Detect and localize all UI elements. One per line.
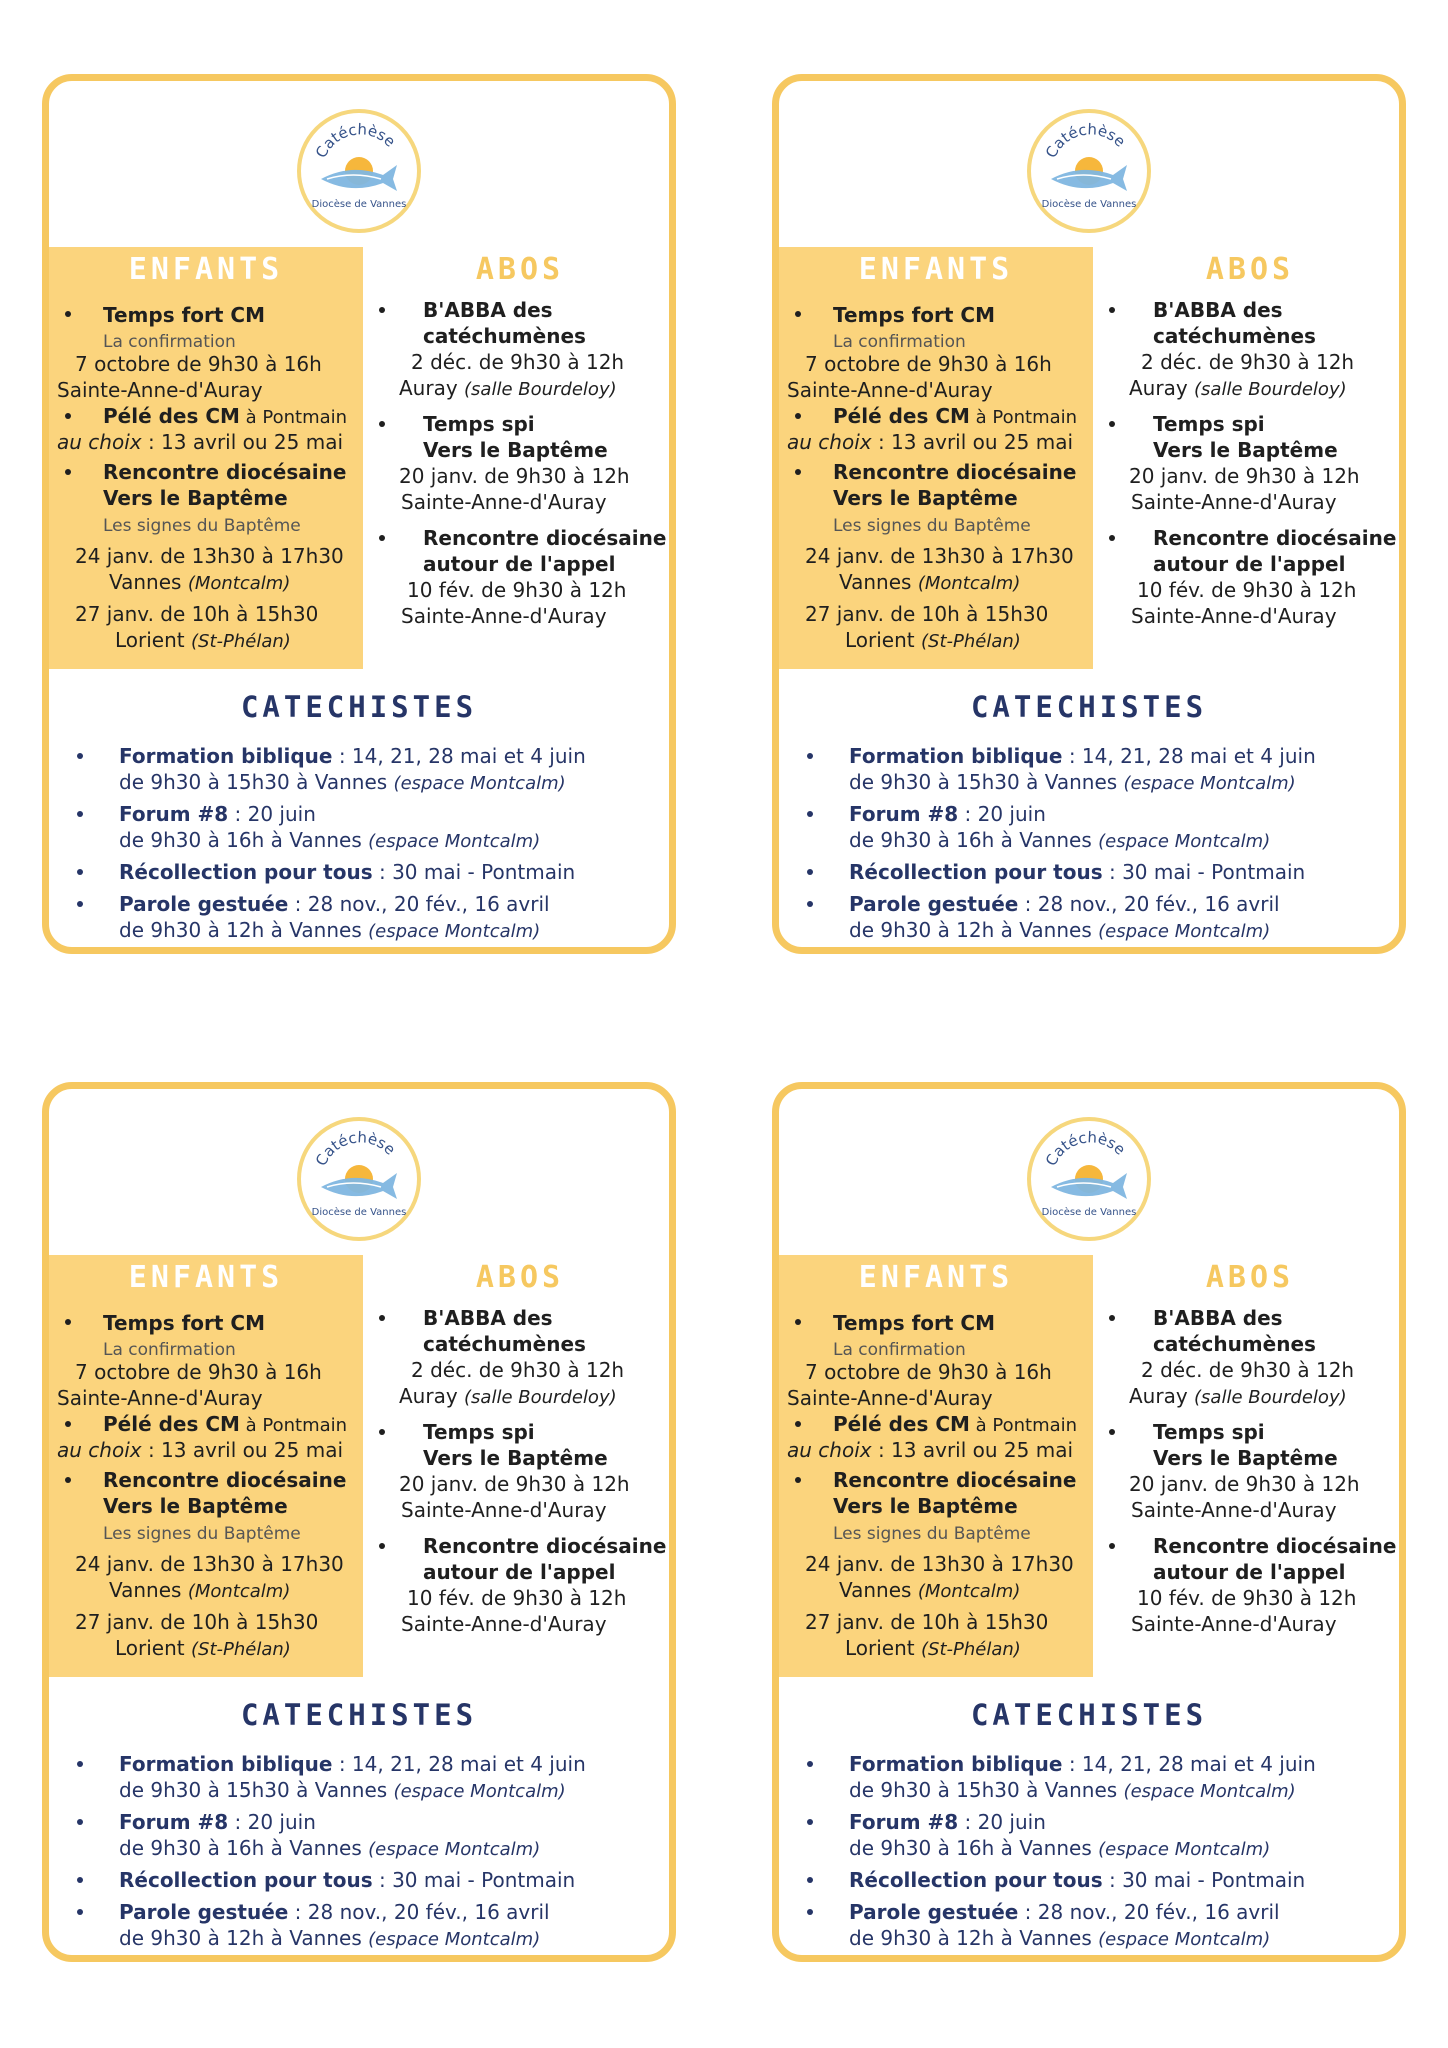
bullet-icon <box>379 1429 385 1435</box>
abos-item3-place: Sainte-Anne-d'Auray <box>1131 1612 1337 1636</box>
abos-item2-place: Sainte-Anne-d'Auray <box>1131 1498 1337 1522</box>
logo-arc-text: Catéchèse <box>1041 1128 1130 1169</box>
enfants-item3-place2: Lorient (St-Phélan) <box>845 628 1021 652</box>
catechistes-item2-line2: de 9h30 à 16h à Vannes (espace Montcalm) <box>849 1836 1271 1860</box>
enfants-item2-line2: au choix : 13 avril ou 25 mai <box>57 1438 344 1462</box>
abos-item2-date: 20 janv. de 9h30 à 12h <box>1129 464 1360 488</box>
sun-fish-icon <box>301 113 417 229</box>
abos-item3-t2: autour de l'appel <box>1153 552 1346 576</box>
enfants-item3-place1: Vannes (Montcalm) <box>839 570 1021 594</box>
bullet-icon <box>795 469 801 475</box>
catechistes-item3: Récollection pour tous : 30 mai - Pontmain <box>849 860 1306 884</box>
catechistes-item1-line1: Formation biblique : 14, 21, 28 mai et 4 juin <box>119 744 586 768</box>
abos-item3-t1: Rencontre diocésaine <box>1153 1534 1397 1558</box>
abos-item1-date: 2 déc. de 9h30 à 12h <box>411 1358 625 1382</box>
abos-item2-t1: Temps spi <box>423 412 535 436</box>
enfants-item1-title: Temps fort CM <box>103 303 265 327</box>
enfants-item3-title2: Vers le Baptême <box>833 486 1018 510</box>
catechistes-title: CATECHISTES <box>970 1698 1208 1732</box>
bullet-icon <box>807 1909 813 1915</box>
bullet-icon <box>77 869 83 875</box>
bullet-icon <box>65 1421 71 1427</box>
enfants-item1-title: Temps fort CM <box>833 1311 995 1335</box>
abos-item1-date: 2 déc. de 9h30 à 12h <box>1141 350 1355 374</box>
catechistes-item2-line1: Forum #8 : 20 juin <box>119 802 316 826</box>
abos-title: ABOS <box>475 1260 565 1295</box>
bullet-icon <box>807 811 813 817</box>
catechistes-item3: Récollection pour tous : 30 mai - Pontmain <box>119 1868 576 1892</box>
enfants-item1-place: Sainte-Anne-d'Auray <box>787 1386 993 1410</box>
enfants-item3-title1: Rencontre diocésaine <box>833 1468 1077 1492</box>
enfants-item2-line1: Pélé des CM à Pontmain <box>103 404 348 428</box>
bullet-icon <box>77 753 83 759</box>
catechistes-item2-line1: Forum #8 : 20 juin <box>849 1810 1046 1834</box>
bullet-icon <box>77 1819 83 1825</box>
abos-item3-place: Sainte-Anne-d'Auray <box>401 1612 607 1636</box>
enfants-item1-date: 7 octobre de 9h30 à 16h <box>75 352 322 376</box>
abos-item1-place: Auray (salle Bourdeloy) <box>399 376 617 400</box>
abos-item1-t1: B'ABBA des <box>423 1306 553 1330</box>
abos-title: ABOS <box>475 252 565 287</box>
bullet-icon <box>1109 1543 1115 1549</box>
catechistes-title: CATECHISTES <box>240 1698 478 1732</box>
abos-item2-date: 20 janv. de 9h30 à 12h <box>399 464 630 488</box>
catechistes-item2-line1: Forum #8 : 20 juin <box>119 1810 316 1834</box>
abos-item1-t2: catéchumènes <box>1153 324 1316 348</box>
enfants-item3-title2: Vers le Baptême <box>103 1494 288 1518</box>
bullet-icon <box>795 1319 801 1325</box>
abos-item2-place: Sainte-Anne-d'Auray <box>1131 490 1337 514</box>
catechistes-item1-line1: Formation biblique : 14, 21, 28 mai et 4 juin <box>849 744 1316 768</box>
catechistes-item4-line1: Parole gestuée : 28 nov., 20 fév., 16 avril <box>119 1900 550 1924</box>
enfants-item3-place1: Vannes (Montcalm) <box>109 1578 291 1602</box>
enfants-item1-sub: La confirmation <box>833 1340 966 1360</box>
bullet-icon <box>379 421 385 427</box>
logo-diocese-text: Diocèse de Vannes <box>311 1207 407 1218</box>
bullet-icon <box>77 811 83 817</box>
enfants-item3-place2: Lorient (St-Phélan) <box>115 628 291 652</box>
abos-item2-date: 20 janv. de 9h30 à 12h <box>1129 1472 1360 1496</box>
bullet-icon <box>807 869 813 875</box>
bullet-icon <box>807 1819 813 1825</box>
abos-item1-t2: catéchumènes <box>423 1332 586 1356</box>
bullet-icon <box>65 469 71 475</box>
flyer-card-bottom-right <box>772 1082 1406 1962</box>
abos-title: ABOS <box>1205 1260 1295 1295</box>
abos-item3-date: 10 fév. de 9h30 à 12h <box>407 1586 627 1610</box>
enfants-item3-place2: Lorient (St-Phélan) <box>115 1636 291 1660</box>
enfants-item3-title1: Rencontre diocésaine <box>833 460 1077 484</box>
bullet-icon <box>65 1319 71 1325</box>
catechistes-item2-line2: de 9h30 à 16h à Vannes (espace Montcalm) <box>849 828 1271 852</box>
abos-item1-t2: catéchumènes <box>1153 1332 1316 1356</box>
abos-item2-t1: Temps spi <box>1153 412 1265 436</box>
bullet-icon <box>77 901 83 907</box>
catechistes-title: CATECHISTES <box>970 690 1208 724</box>
enfants-item3-place2: Lorient (St-Phélan) <box>845 1636 1021 1660</box>
abos-item1-place: Auray (salle Bourdeloy) <box>399 1384 617 1408</box>
abos-item3-t1: Rencontre diocésaine <box>423 1534 667 1558</box>
logo-diocese-text: Diocèse de Vannes <box>311 199 407 210</box>
enfants-item1-place: Sainte-Anne-d'Auray <box>787 378 993 402</box>
enfants-item3-place1: Vannes (Montcalm) <box>839 1578 1021 1602</box>
abos-title: ABOS <box>1205 252 1295 287</box>
enfants-item3-sub: Les signes du Baptême <box>833 1524 1031 1544</box>
catechistes-item1-line1: Formation biblique : 14, 21, 28 mai et 4 juin <box>119 1752 586 1776</box>
catechistes-item4-line1: Parole gestuée : 28 nov., 20 fév., 16 avril <box>849 892 1280 916</box>
enfants-item3-sub: Les signes du Baptême <box>103 516 301 536</box>
sun-fish-icon <box>301 1121 417 1237</box>
enfants-item1-sub: La confirmation <box>833 332 966 352</box>
bullet-icon <box>1109 307 1115 313</box>
logo-arc-text: Catéchèse <box>1041 120 1130 161</box>
catechistes-item4-line1: Parole gestuée : 28 nov., 20 fév., 16 avril <box>119 892 550 916</box>
enfants-item3-title2: Vers le Baptême <box>833 1494 1018 1518</box>
abos-item3-t1: Rencontre diocésaine <box>1153 526 1397 550</box>
abos-item2-t2: Vers le Baptême <box>423 438 608 462</box>
abos-item3-place: Sainte-Anne-d'Auray <box>401 604 607 628</box>
bullet-icon <box>77 1909 83 1915</box>
catechistes-item1-line2: de 9h30 à 15h30 à Vannes (espace Montcalm) <box>849 770 1296 794</box>
bullet-icon <box>77 1877 83 1883</box>
abos-item3-date: 10 fév. de 9h30 à 12h <box>1137 1586 1357 1610</box>
catechistes-item2-line2: de 9h30 à 16h à Vannes (espace Montcalm) <box>119 1836 541 1860</box>
enfants-item1-place: Sainte-Anne-d'Auray <box>57 378 263 402</box>
bullet-icon <box>807 753 813 759</box>
enfants-item3-date2: 27 janv. de 10h à 15h30 <box>805 602 1049 626</box>
abos-item1-date: 2 déc. de 9h30 à 12h <box>411 350 625 374</box>
catechistes-item1-line1: Formation biblique : 14, 21, 28 mai et 4 juin <box>849 1752 1316 1776</box>
catechistes-item2-line1: Forum #8 : 20 juin <box>849 802 1046 826</box>
abos-item3-t2: autour de l'appel <box>1153 1560 1346 1584</box>
enfants-item2-line1: Pélé des CM à Pontmain <box>103 1412 348 1436</box>
abos-item3-place: Sainte-Anne-d'Auray <box>1131 604 1337 628</box>
abos-item3-date: 10 fév. de 9h30 à 12h <box>1137 578 1357 602</box>
bullet-icon <box>379 1315 385 1321</box>
catechistes-item1-line2: de 9h30 à 15h30 à Vannes (espace Montcalm) <box>849 1778 1296 1802</box>
enfants-item2-line2: au choix : 13 avril ou 25 mai <box>787 430 1074 454</box>
bullet-icon <box>65 413 71 419</box>
bullet-icon <box>807 1877 813 1883</box>
enfants-item2-line1: Pélé des CM à Pontmain <box>833 1412 1078 1436</box>
flyer-card-top-right <box>772 74 1406 954</box>
catechese-logo <box>297 109 421 233</box>
abos-item1-t2: catéchumènes <box>423 324 586 348</box>
enfants-item1-title: Temps fort CM <box>833 303 995 327</box>
bullet-icon <box>379 307 385 313</box>
catechistes-item3: Récollection pour tous : 30 mai - Pontmain <box>849 1868 1306 1892</box>
abos-item2-date: 20 janv. de 9h30 à 12h <box>399 1472 630 1496</box>
bullet-icon <box>379 535 385 541</box>
abos-item1-date: 2 déc. de 9h30 à 12h <box>1141 1358 1355 1382</box>
enfants-item3-title1: Rencontre diocésaine <box>103 460 347 484</box>
enfants-item3-date1: 24 janv. de 13h30 à 17h30 <box>805 1552 1074 1576</box>
abos-item2-place: Sainte-Anne-d'Auray <box>401 1498 607 1522</box>
enfants-item3-place1: Vannes (Montcalm) <box>109 570 291 594</box>
enfants-item3-date1: 24 janv. de 13h30 à 17h30 <box>75 1552 344 1576</box>
enfants-item3-date1: 24 janv. de 13h30 à 17h30 <box>805 544 1074 568</box>
bullet-icon <box>1109 1315 1115 1321</box>
enfants-item1-date: 7 octobre de 9h30 à 16h <box>75 1360 322 1384</box>
catechistes-item4-line2: de 9h30 à 12h à Vannes (espace Montcalm) <box>119 1926 541 1950</box>
logo-diocese-text: Diocèse de Vannes <box>1041 199 1137 210</box>
abos-item1-t1: B'ABBA des <box>423 298 553 322</box>
enfants-item3-title1: Rencontre diocésaine <box>103 1468 347 1492</box>
logo-arc-text: Catéchèse <box>311 120 400 161</box>
flyer-card-bottom-left <box>42 1082 676 1962</box>
enfants-title: ENFANTS <box>128 1260 284 1295</box>
catechistes-item3: Récollection pour tous : 30 mai - Pontmain <box>119 860 576 884</box>
bullet-icon <box>65 1477 71 1483</box>
enfants-item2-line2: au choix : 13 avril ou 25 mai <box>787 1438 1074 1462</box>
enfants-title: ENFANTS <box>858 252 1014 287</box>
enfants-title: ENFANTS <box>858 1260 1014 1295</box>
bullet-icon <box>795 413 801 419</box>
enfants-item1-sub: La confirmation <box>103 332 236 352</box>
abos-item3-t2: autour de l'appel <box>423 552 616 576</box>
logo-arc-text: Catéchèse <box>311 1128 400 1169</box>
enfants-item1-place: Sainte-Anne-d'Auray <box>57 1386 263 1410</box>
bullet-icon <box>1109 1429 1115 1435</box>
abos-item1-place: Auray (salle Bourdeloy) <box>1129 1384 1347 1408</box>
abos-item2-t2: Vers le Baptême <box>1153 1446 1338 1470</box>
catechistes-item2-line2: de 9h30 à 16h à Vannes (espace Montcalm) <box>119 828 541 852</box>
enfants-item3-date1: 24 janv. de 13h30 à 17h30 <box>75 544 344 568</box>
catechistes-item4-line1: Parole gestuée : 28 nov., 20 fév., 16 avril <box>849 1900 1280 1924</box>
enfants-item2-line2: au choix : 13 avril ou 25 mai <box>57 430 344 454</box>
bullet-icon <box>807 901 813 907</box>
abos-item2-t2: Vers le Baptême <box>423 1446 608 1470</box>
enfants-item3-date2: 27 janv. de 10h à 15h30 <box>805 1610 1049 1634</box>
bullet-icon <box>1109 421 1115 427</box>
catechistes-item4-line2: de 9h30 à 12h à Vannes (espace Montcalm) <box>849 1926 1271 1950</box>
abos-item3-t2: autour de l'appel <box>423 1560 616 1584</box>
enfants-item1-date: 7 octobre de 9h30 à 16h <box>805 1360 1052 1384</box>
enfants-item1-sub: La confirmation <box>103 1340 236 1360</box>
bullet-icon <box>77 1761 83 1767</box>
abos-item1-place: Auray (salle Bourdeloy) <box>1129 376 1347 400</box>
bullet-icon <box>795 311 801 317</box>
enfants-title: ENFANTS <box>128 252 284 287</box>
abos-item1-t1: B'ABBA des <box>1153 298 1283 322</box>
enfants-item1-title: Temps fort CM <box>103 1311 265 1335</box>
bullet-icon <box>379 1543 385 1549</box>
abos-item2-place: Sainte-Anne-d'Auray <box>401 490 607 514</box>
enfants-item3-date2: 27 janv. de 10h à 15h30 <box>75 602 319 626</box>
bullet-icon <box>65 311 71 317</box>
abos-item2-t1: Temps spi <box>1153 1420 1265 1444</box>
enfants-item3-sub: Les signes du Baptême <box>103 1524 301 1544</box>
bullet-icon <box>1109 535 1115 541</box>
logo-diocese-text: Diocèse de Vannes <box>1041 1207 1137 1218</box>
bullet-icon <box>795 1477 801 1483</box>
flyer-card-top-left <box>42 74 676 954</box>
sun-fish-icon <box>1031 1121 1147 1237</box>
abos-item1-t1: B'ABBA des <box>1153 1306 1283 1330</box>
bullet-icon <box>807 1761 813 1767</box>
abos-item2-t1: Temps spi <box>423 1420 535 1444</box>
enfants-item3-title2: Vers le Baptême <box>103 486 288 510</box>
abos-item2-t2: Vers le Baptême <box>1153 438 1338 462</box>
catechistes-item1-line2: de 9h30 à 15h30 à Vannes (espace Montcalm) <box>119 770 566 794</box>
bullet-icon <box>795 1421 801 1427</box>
catechistes-item4-line2: de 9h30 à 12h à Vannes (espace Montcalm) <box>119 918 541 942</box>
catechese-logo <box>1027 109 1151 233</box>
catechistes-item4-line2: de 9h30 à 12h à Vannes (espace Montcalm) <box>849 918 1271 942</box>
enfants-item3-sub: Les signes du Baptême <box>833 516 1031 536</box>
abos-item3-t1: Rencontre diocésaine <box>423 526 667 550</box>
catechese-logo <box>1027 1117 1151 1241</box>
enfants-item1-date: 7 octobre de 9h30 à 16h <box>805 352 1052 376</box>
enfants-item3-date2: 27 janv. de 10h à 15h30 <box>75 1610 319 1634</box>
enfants-item2-line1: Pélé des CM à Pontmain <box>833 404 1078 428</box>
abos-item3-date: 10 fév. de 9h30 à 12h <box>407 578 627 602</box>
catechistes-item1-line2: de 9h30 à 15h30 à Vannes (espace Montcalm) <box>119 1778 566 1802</box>
sun-fish-icon <box>1031 113 1147 229</box>
catechistes-title: CATECHISTES <box>240 690 478 724</box>
catechese-logo <box>297 1117 421 1241</box>
